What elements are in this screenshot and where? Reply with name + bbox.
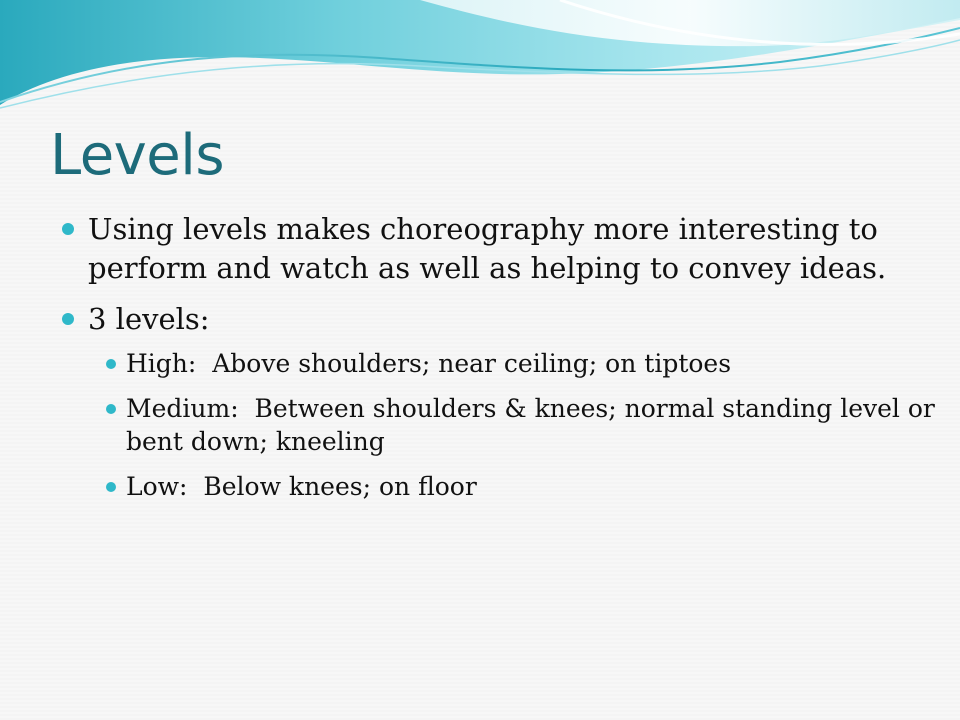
- sub-bullet-list: [88, 347, 943, 503]
- sub-bullet-text: High: Above shoulders; near ceiling; on tiptoes: [126, 349, 732, 378]
- sub-bullet-item: [88, 347, 948, 380]
- bullet-dot-icon: [62, 223, 74, 235]
- sub-bullet-text: Low: Below knees; on floor: [126, 472, 477, 501]
- bullet-list: [58, 210, 943, 515]
- sub-bullet-item: [88, 470, 948, 503]
- bullet-dot-icon: [62, 313, 74, 325]
- sub-bullet-text: Medium: Between shoulders & knees; normal standing level or bent down; kneeling: [126, 394, 943, 456]
- bullet-text: 3 levels:: [88, 302, 210, 336]
- sub-bullet-dot-icon: [106, 359, 116, 369]
- bullet-item: [58, 300, 943, 503]
- sub-bullet-dot-icon: [106, 404, 116, 414]
- bullet-item: [58, 210, 918, 288]
- bullet-text: Using levels makes choreography more interesting to perform and watch as well as helping to convey ideas.: [88, 212, 887, 285]
- sub-bullet-dot-icon: [106, 482, 116, 492]
- sub-bullet-item: [88, 392, 948, 458]
- header-wave-decoration: [0, 0, 960, 120]
- slide-title: Levels: [50, 123, 224, 188]
